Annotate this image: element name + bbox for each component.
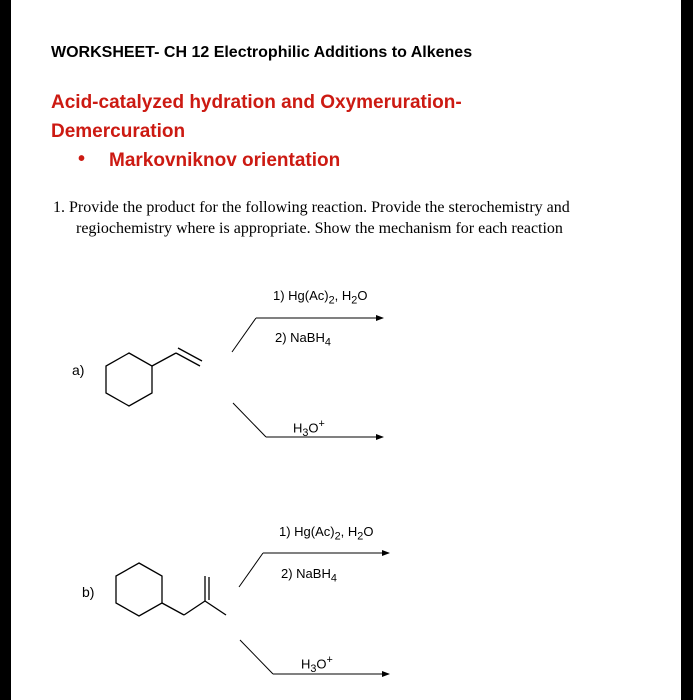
part-a-alkene-second-bond	[178, 348, 202, 361]
part-b-chain-bond-2	[184, 601, 205, 615]
part-b-methyl-bond	[205, 601, 226, 615]
bullet-text: Markovniknov orientation	[109, 150, 341, 171]
part-a-label: a)	[72, 362, 85, 378]
part-a-cyclohexane-ring	[106, 353, 152, 406]
part-b-chain-bond-1	[162, 603, 184, 615]
part-b-acid-reagent: $H_3O^+$	[301, 654, 333, 675]
part-b-oxy-step2: 2) NaBH$_4$	[281, 566, 337, 585]
reaction-drawings	[11, 0, 681, 700]
part-a-molecule	[106, 348, 202, 406]
topic-heading-line2: Demercuration	[51, 121, 186, 142]
part-b-oxy-step1: 1) $Hg(Ac)_2$, $H_2O$	[279, 524, 374, 543]
part-b-label: b)	[82, 584, 95, 600]
worksheet-title: WORKSHEET- CH 12 Electrophilic Additions to Alkenes	[51, 44, 473, 61]
bullet-icon: •	[78, 148, 86, 170]
part-b-upper-branch	[239, 553, 263, 587]
part-a-vinyl-bond	[152, 353, 176, 366]
part-a-alkene-bond	[176, 353, 200, 366]
part-a-upper-branch	[232, 318, 256, 352]
part-b-cyclohexane-ring	[116, 563, 162, 616]
part-a-acid-reagent: $H_3O^+$	[293, 418, 325, 439]
part-b-lower-branch	[240, 640, 273, 674]
part-a-lower-branch	[233, 403, 266, 437]
question-line2: regiochemistry where is appropriate. Show the mechanism for each reaction	[76, 220, 563, 237]
part-b-molecule	[116, 563, 226, 616]
question-line1: 1. Provide the product for the following reaction. Provide the sterochemistry and	[53, 199, 570, 216]
part-a-oxy-step2: 2) NaBH$_4$	[275, 330, 331, 349]
topic-heading-line1: Acid-catalyzed hydration and Oxymeruration-	[51, 92, 462, 113]
part-a-oxy-step1: 1) $Hg(Ac)_2$, $H_2O$	[273, 288, 368, 307]
worksheet-page	[11, 0, 681, 700]
